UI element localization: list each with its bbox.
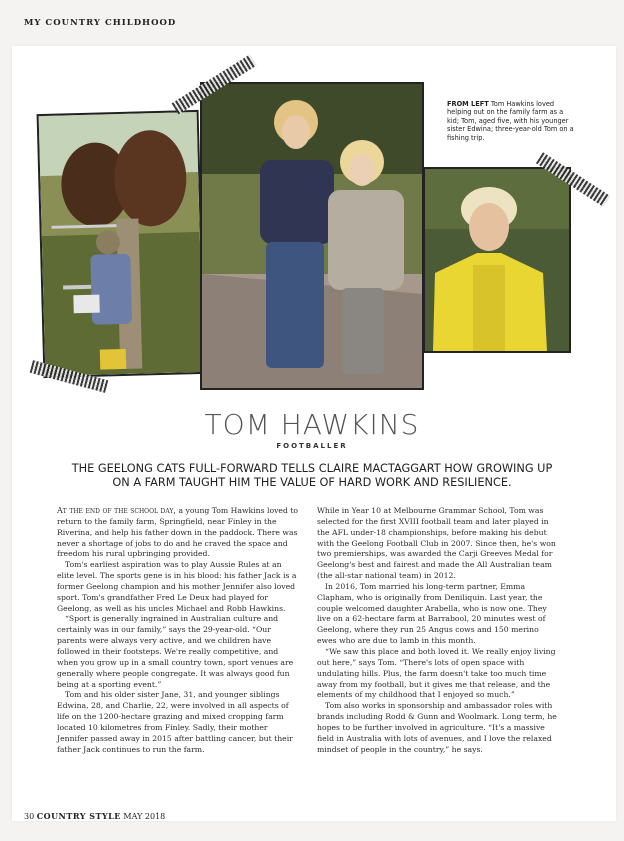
- photo-caption: [447, 100, 577, 142]
- body-paragraph: At the end of the school day, a young Tom Hawkins loved to return to the family farm, Springfield, near Finley in the Riverina, and help his father down in the paddock. There was never a shortage of jobs to do and he craved the space and freedom his rural upbringing provided.: [57, 506, 299, 559]
- magazine-name: COUNTRY STYLE: [36, 811, 121, 821]
- page-number: 30: [24, 812, 35, 821]
- section-label: MY COUNTRY CHILDHOOD: [24, 18, 177, 28]
- body-column-right: [317, 506, 559, 755]
- article-standfirst: THE GEELONG CATS FULL-FORWARD TELLS CLAIRE MACTAGGART HOW GROWING UP ON A FARM TAUGHT HIM THE VALUE OF HARD WORK AND RESILIENCE.: [71, 462, 553, 489]
- body-paragraph: Tom also works in sponsorship and ambassador roles with brands including Rodd & Gunn and Woolmark. Long term, he hopes to be further involved in agriculture. “It's a massive field in Australia with lots of avenues, and I love the relaxed mindset of people in the country,” he says.: [317, 701, 557, 754]
- body-paragraph: “Sport is generally ingrained in Australian culture and certainly was in our family,” says the 29-year-old. “Our parents were always very active, and we children have followed in their footsteps. We're really competitive, and when you grow up in a small country town, sport venues are generally where people congregate. It was always good fun being at a sporting event.”: [57, 614, 294, 689]
- body-column-left: [57, 506, 299, 755]
- issue-date: MAY 2018: [123, 812, 166, 821]
- photo-tom-fishing: [423, 167, 571, 353]
- body-paragraph: While in Year 10 at Melbourne Grammar School, Tom was selected for the first XVIII football team and later played in the AFL under-18 championships, before making his debut with the Geelong Football Club in 2007. Since then, he's won two premierships, was awarded the Carji Greeves Medal for Geelong's best and fairest and made the All Australian team (the all-star national team) in 2012.: [317, 506, 556, 581]
- page-footer: [24, 811, 165, 821]
- photo-tom-and-edwina: [200, 82, 424, 390]
- paragraph-lead-in: At the end of the school day,: [57, 506, 179, 515]
- photo-horses-scarecrow: [37, 110, 206, 378]
- body-paragraph: In 2016, Tom married his long-term partner, Emma Clapham, who is originally from Deniliquin. Last year, the couple welcomed daughter Arabella, who is now one. They live on a 62-hectare farm at Barrabool, 20 minutes west of Geelong, where they run 25 Angus cows and 150 merino ewes who are due to lamb in this month.: [317, 581, 547, 646]
- body-paragraph: Tom and his older sister Jane, 31, and younger siblings Edwina, 28, and Charlie, 22, were involved in all aspects of life on the 1200-hectare grazing and mixed cropping farm located 10 kilometres from Finley. Sadly, their mother Jennifer passed away in 2015 after battling cancer, but their father Jack continues to run the farm.: [57, 690, 293, 754]
- article-title: TOM HAWKINS: [204, 408, 420, 441]
- body-paragraph: “We saw this place and both loved it. We really enjoy living out here,” says Tom. “There's lots of open space with undulating hills. Plus, the farm doesn't take too much time away from my football, but it gives me that release, and the elements of my childhood that I enjoyed so much.”: [317, 646, 556, 700]
- article-subtitle: FOOTBALLER: [276, 442, 348, 450]
- caption-text: Tom Hawkins loved helping out on the family farm as a kid; Tom, aged five, with his younger sister Edwina; three-year-old Tom on a fishing trip.: [447, 100, 574, 142]
- body-paragraph: Tom's earliest aspiration was to play Aussie Rules at an elite level. The sports gene is in his blood: his father Jack is a former Geelong champion and his mother Jennifer also loved sport. Tom's grandfather Fred Le Deux had played for Geelong, as well as his uncles Michael and Robb Hawkins.: [57, 560, 297, 613]
- caption-lead: FROM LEFT: [447, 100, 489, 108]
